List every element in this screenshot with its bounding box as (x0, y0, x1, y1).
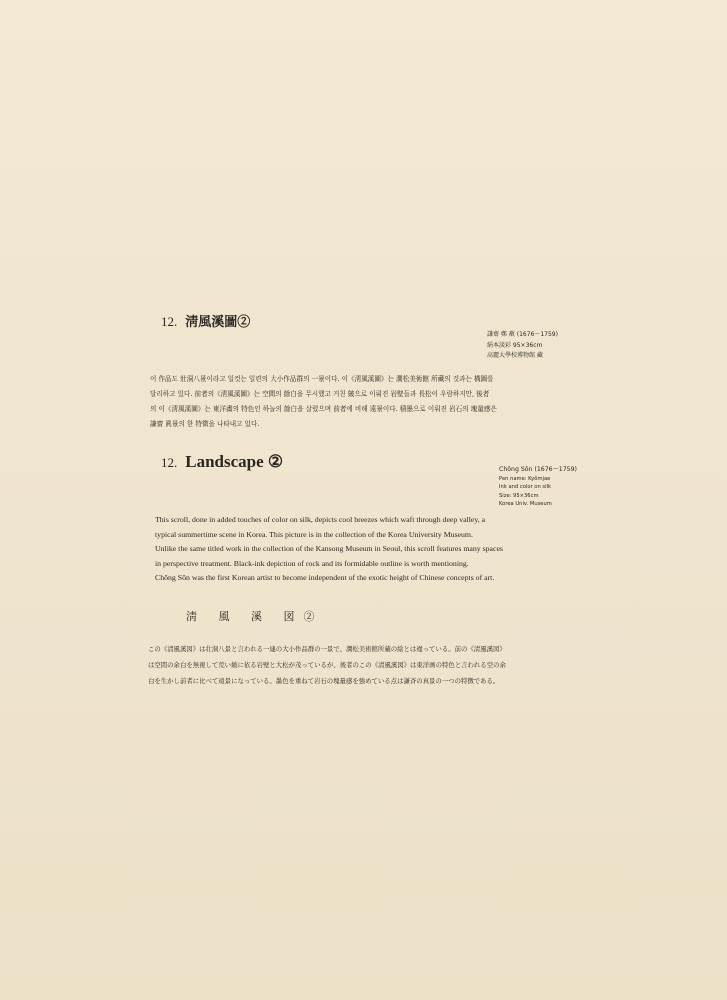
english-paragraph-line: in perspective treatment. Black-ink depiction of rock and its formidable outline is worth mentioning. (155, 558, 469, 568)
korean-meta-block (487, 330, 558, 362)
korean-paragraph (150, 372, 497, 432)
japanese-paragraph-line: 白を生かし前者に比べて遠景になっている。墨色を重ねて岩石の塊量感を強めている点は謙斉の真景の一つの特徴である。 (148, 677, 500, 685)
english-title: Landscape ② (185, 452, 284, 471)
japanese-paragraph (148, 641, 506, 689)
plate-number-english: 12. (161, 455, 178, 470)
korean-paragraph-line: 이 作品도 壯洞八景이라고 일컷는 일련의 大小作品群의 一景이다. 이《淸風溪圖》는 澗松美術館 所藏의 것과는 構圖를 (150, 375, 494, 383)
english-paragraph-line: Chŏng Sŏn was the first Korean artist to become independent of the exotic height of Chinese concepts of art. (155, 573, 495, 583)
korean-meta-artist: 謙齋 鄭 敾 (1676～1759) (487, 331, 558, 338)
korean-paragraph-line: 謙齋 眞景의 한 特徵을 나타내고 있다. (150, 420, 260, 428)
english-meta-size: Size: 95×36cm (499, 492, 539, 499)
english-heading (161, 452, 283, 472)
english-meta-artist: Chŏng Sŏn (1676～1759) (499, 466, 577, 473)
plate-number-korean: 12. (161, 314, 178, 329)
english-meta-collection: Korea Univ. Museum (499, 501, 552, 508)
korean-heading (161, 311, 250, 330)
japanese-paragraph-line: この《淸風溪図》は壮洞八景と言われる一連の大小作品群の一景で、澗松美術館所蔵の絵とは違っている。前の《淸風溪図》 (148, 645, 506, 653)
english-paragraph (155, 513, 503, 586)
korean-paragraph-line: 달리하고 있다. 前者의《淸風溪圖》는 空間의 餘白을 무시했고 거친 皴으로 이뤄진 岩壁들과 長松이 우람하지만, 後者 (150, 390, 490, 398)
english-paragraph-line: Unlike the same titled work in the collection of the Kansong Museum in Seoul, this scroll features many spaces (155, 544, 503, 554)
korean-paragraph-line: 의 이《淸風溪圖》는 東洋畵의 特色인 하늘의 餘白을 살렸으며 前者에 비해 遠景이다. 積墨으로 이뤄진 岩石의 塊量感은 (150, 405, 497, 413)
english-meta-pen-name: Pen name: Kyŏmjae (499, 476, 551, 482)
japanese-title: 淸 風 溪 図② (186, 610, 324, 623)
english-meta-medium: Ink and color on silk (499, 484, 552, 491)
korean-meta-medium: 絹本淡彩 95×36cm (487, 341, 543, 349)
english-paragraph-line: This scroll, done in added touches of color on silk, depicts cool breezes which waft through deep valley, a (155, 515, 486, 524)
japanese-paragraph-line: は空間の余白を無視して荒い皴に依る岩壁と大松が茂っているが、後者のこの《淸風溪図》は東洋画の特色と言われる空の余 (148, 661, 506, 669)
korean-title: 淸風溪圖② (185, 315, 251, 330)
english-paragraph-line: typical summertime scene in Korea. This picture is in the collection of the Korea University Museum. (155, 529, 473, 539)
english-meta-block (499, 465, 577, 509)
korean-meta-collection: 高麗大學校博物館 藏 (487, 352, 543, 359)
